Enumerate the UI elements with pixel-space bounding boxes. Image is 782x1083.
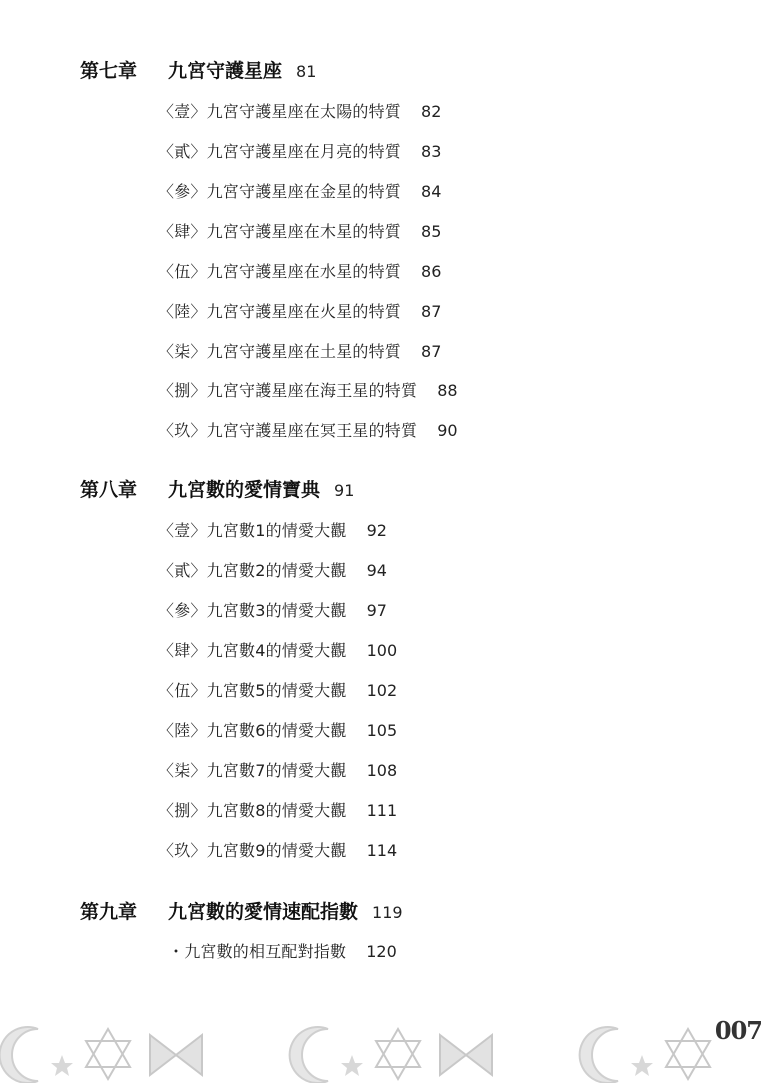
entry-page: 105 — [366, 721, 398, 740]
toc-entry[interactable] — [158, 418, 458, 441]
entry-page: 82 — [421, 102, 442, 121]
entry-page: 100 — [366, 641, 398, 660]
entry-label: 〈肆〉九宮數4的情愛大觀 — [158, 641, 347, 660]
toc-entry[interactable] — [158, 838, 397, 861]
toc-entry[interactable] — [158, 718, 397, 741]
toc-entry[interactable] — [158, 259, 441, 282]
entry-label: 〈伍〉九宮數5的情愛大觀 — [158, 681, 347, 700]
crescent-star-cross-ornament-icon — [280, 1015, 500, 1083]
entry-page: 114 — [366, 841, 398, 860]
entry-page: 108 — [366, 761, 398, 780]
entry-label: 〈捌〉九宮數8的情愛大觀 — [158, 801, 347, 820]
chapter-heading[interactable] — [80, 897, 403, 924]
entry-label: ・九宮數的相互配對指數 — [168, 942, 347, 961]
entry-page: 88 — [437, 381, 458, 400]
chapter-heading[interactable] — [80, 56, 316, 83]
entry-page: 83 — [421, 142, 442, 161]
chapter-number: 第七章 — [80, 60, 138, 82]
entry-label: 〈壹〉九宮守護星座在太陽的特質 — [158, 102, 402, 121]
entry-page: 84 — [421, 182, 442, 201]
toc-entry[interactable] — [158, 518, 387, 541]
toc-entry[interactable] — [158, 179, 441, 202]
toc-entry[interactable] — [158, 598, 387, 621]
entry-label: 〈壹〉九宮數1的情愛大觀 — [158, 521, 347, 540]
entry-page: 97 — [366, 601, 387, 620]
entry-label: 〈貳〉九宮數2的情愛大觀 — [158, 561, 347, 580]
chapter-title: 九宮數的愛情寶典 — [168, 479, 321, 501]
toc-entry[interactable] — [158, 378, 458, 401]
entry-page: 87 — [421, 342, 442, 361]
entry-page: 90 — [437, 421, 458, 440]
entry-page: 86 — [421, 262, 442, 281]
toc-entry[interactable] — [158, 798, 397, 821]
entry-page: 85 — [421, 222, 442, 241]
chapter-page: 91 — [334, 481, 355, 500]
entry-page: 94 — [366, 561, 387, 580]
toc-entry[interactable] — [168, 939, 397, 962]
chapter-heading[interactable] — [80, 475, 354, 502]
chapter-title: 九宮數的愛情速配指數 — [168, 901, 359, 923]
entry-label: 〈玖〉九宮數9的情愛大觀 — [158, 841, 347, 860]
toc-entry[interactable] — [158, 558, 387, 581]
crescent-star-cross-ornament-icon — [0, 1015, 210, 1083]
chapter-number: 第九章 — [80, 901, 138, 923]
chapter-page: 81 — [296, 62, 317, 81]
toc-entry[interactable] — [158, 758, 397, 781]
chapter-number: 第八章 — [80, 479, 138, 501]
entry-label: 〈陸〉九宮數6的情愛大觀 — [158, 721, 347, 740]
entry-page: 102 — [366, 681, 398, 700]
entry-label: 〈參〉九宮數3的情愛大觀 — [158, 601, 347, 620]
page-number: 007 — [714, 1016, 762, 1045]
entry-label: 〈柒〉九宮守護星座在土星的特質 — [158, 342, 402, 361]
entry-label: 〈陸〉九宮守護星座在火星的特質 — [158, 302, 402, 321]
entry-label: 〈肆〉九宮守護星座在木星的特質 — [158, 222, 402, 241]
toc-entry[interactable] — [158, 638, 397, 661]
entry-label: 〈玖〉九宮守護星座在冥王星的特質 — [158, 421, 418, 440]
toc-entry[interactable] — [158, 678, 397, 701]
chapter-title: 九宮守護星座 — [168, 60, 283, 82]
entry-label: 〈貳〉九宮守護星座在月亮的特質 — [158, 142, 402, 161]
entry-label: 〈捌〉九宮守護星座在海王星的特質 — [158, 381, 418, 400]
toc-entry[interactable] — [158, 139, 441, 162]
entry-label: 〈伍〉九宮守護星座在水星的特質 — [158, 262, 402, 281]
toc-entry[interactable] — [158, 99, 441, 122]
chapter-page: 119 — [372, 903, 403, 922]
toc-entry[interactable] — [158, 219, 441, 242]
toc-entry[interactable] — [158, 299, 441, 322]
entry-label: 〈參〉九宮守護星座在金星的特質 — [158, 182, 402, 201]
entry-label: 〈柒〉九宮數7的情愛大觀 — [158, 761, 347, 780]
toc-entry[interactable] — [158, 339, 441, 362]
entry-page: 120 — [366, 942, 397, 961]
entry-page: 87 — [421, 302, 442, 321]
entry-page: 92 — [366, 521, 387, 540]
entry-page: 111 — [366, 801, 398, 820]
